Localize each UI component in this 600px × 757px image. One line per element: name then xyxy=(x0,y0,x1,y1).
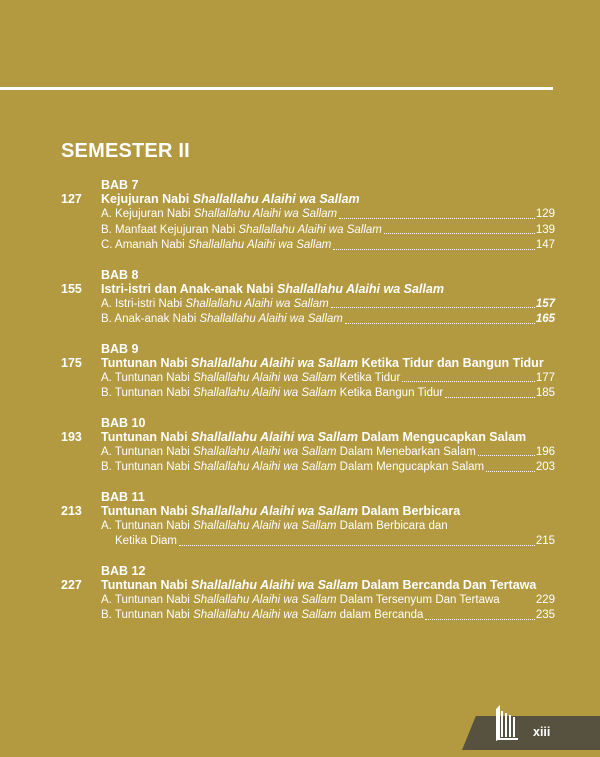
dot-leader xyxy=(345,323,535,324)
subsection-list xyxy=(101,519,555,550)
subsection-text: B. Tuntunan Nabi xyxy=(101,609,194,621)
chapter-title-text: Tuntunan Nabi xyxy=(101,503,192,518)
subsection-text: Dalam Mengucapkan Salam xyxy=(336,461,485,473)
subsection-italic: Shallallahu Alaihi wa Sallam xyxy=(193,609,337,621)
dot-leader xyxy=(478,455,535,456)
footer-tab xyxy=(462,716,600,750)
subsection-italic: Shallallahu Alaihi wa Sallam xyxy=(193,519,337,532)
subsection-entry[interactable] xyxy=(101,207,555,223)
subsection-text: B. Tuntunan Nabi xyxy=(101,461,194,473)
chapter-label: BAB 10 xyxy=(101,415,146,430)
chapter-11 xyxy=(0,490,600,550)
chapter-page-number: 175 xyxy=(61,355,82,370)
subsection-italic: Shallallahu Alaihi wa Sallam xyxy=(193,445,337,458)
chapter-heading[interactable] xyxy=(0,192,600,207)
chapter-title-text: Ketika Tidur dan Bangun Tidur xyxy=(358,355,544,370)
dot-leader xyxy=(445,397,535,398)
chapter-title xyxy=(101,282,444,297)
chapter-10 xyxy=(0,416,600,476)
subsection-text: C. Amanah Nabi xyxy=(101,239,188,251)
subsection-text: B. Anak-anak Nabi xyxy=(101,313,200,325)
page-number: xiii xyxy=(533,725,551,739)
subsection-page-number: 229 xyxy=(535,593,555,606)
dot-leader xyxy=(179,545,535,546)
chapter-page-number: 127 xyxy=(61,192,82,206)
chapter-title-text: Kejujuran Nabi xyxy=(101,192,193,206)
subsection-entry[interactable] xyxy=(101,312,555,328)
subsection-title xyxy=(101,608,423,624)
subsection-italic: Shallallahu Alaihi wa Sallam xyxy=(185,297,329,310)
chapter-label: BAB 8 xyxy=(101,267,139,282)
chapter-page-number: 213 xyxy=(61,503,82,518)
subsection-italic: Shallallahu Alaihi wa Sallam xyxy=(238,223,382,236)
subsection-entry[interactable] xyxy=(101,519,555,535)
subsection-italic: Shallallahu Alaihi wa Sallam xyxy=(193,208,338,220)
chapter-heading[interactable] xyxy=(0,356,600,371)
top-rule xyxy=(0,87,553,90)
subsection-italic: Shallallahu Alaihi wa Sallam xyxy=(187,239,332,251)
subsection-title xyxy=(101,593,500,609)
subsection-title xyxy=(101,519,448,535)
book-icon xyxy=(492,703,522,743)
subsection-title xyxy=(101,445,476,461)
subsection-text: A. Tuntunan Nabi xyxy=(101,445,194,458)
subsection-title xyxy=(101,223,382,239)
subsection-text: A. Tuntunan Nabi xyxy=(101,371,194,384)
subsection-entry[interactable] xyxy=(101,593,555,609)
subsection-italic: Shallallahu Alaihi wa Sallam xyxy=(193,593,337,606)
chapter-title xyxy=(101,430,526,445)
subsection-page-number: 185 xyxy=(535,387,555,399)
chapter-title-text: Dalam Bercanda Dan Tertawa xyxy=(358,577,537,592)
subsection-continuation[interactable] xyxy=(101,534,555,550)
subsection-page-number: 147 xyxy=(535,239,555,251)
chapter-title xyxy=(101,356,544,371)
subsection-text: A. Istri-istri Nabi xyxy=(101,297,186,310)
chapter-label: BAB 12 xyxy=(101,563,146,578)
subsection-text: B. Manfaat Kejujuran Nabi xyxy=(101,223,239,236)
dot-leader xyxy=(333,249,534,250)
subsection-page-number: 165 xyxy=(535,313,555,325)
dot-leader xyxy=(331,307,535,308)
chapter-title-italic: Shallallahu Alaihi wa Sallam xyxy=(191,429,359,444)
subsection-italic: Shallallahu Alaihi wa Sallam xyxy=(193,371,337,384)
chapter-title-text: Istri-istri dan Anak-anak Nabi xyxy=(101,281,277,296)
subsection-list xyxy=(101,593,555,624)
subsection-page-number: 139 xyxy=(535,223,555,236)
subsection-list xyxy=(101,371,555,402)
chapter-7 xyxy=(0,178,600,254)
table-of-contents xyxy=(0,178,600,638)
dot-leader xyxy=(402,381,534,382)
dot-leader xyxy=(425,619,534,620)
chapter-title xyxy=(101,192,360,207)
subsection-entry[interactable] xyxy=(101,460,555,476)
subsection-list xyxy=(101,445,555,476)
subsection-text: Ketika Bangun Tidur xyxy=(336,387,444,399)
chapter-title-italic: Shallallahu Alaihi wa Sallam xyxy=(191,503,359,518)
chapter-heading[interactable] xyxy=(0,282,600,297)
chapter-title-text: Tuntunan Nabi xyxy=(101,355,192,370)
subsection-text: B. Tuntunan Nabi xyxy=(101,387,194,399)
subsection-text: Dalam Tersenyum Dan Tertawa xyxy=(336,593,500,606)
chapter-title xyxy=(101,578,536,593)
chapter-label: BAB 9 xyxy=(101,341,139,356)
subsection-page-number: 196 xyxy=(535,445,555,458)
dot-leader xyxy=(339,218,535,219)
chapter-title xyxy=(101,504,460,519)
chapter-8 xyxy=(0,268,600,328)
chapter-title-text: Dalam Mengucapkan Salam xyxy=(358,429,527,444)
subsection-page-number: 157 xyxy=(535,297,555,310)
dot-leader xyxy=(486,471,535,472)
subsection-list xyxy=(101,207,555,254)
chapter-title-text: Dalam Berbicara xyxy=(358,503,461,518)
chapter-page-number: 193 xyxy=(61,429,82,444)
subsection-entry[interactable] xyxy=(101,371,555,387)
subsection-title xyxy=(101,386,443,402)
subsection-entry[interactable] xyxy=(101,386,555,402)
subsection-italic: Shallallahu Alaihi wa Sallam xyxy=(193,387,337,399)
subsection-page-number: 215 xyxy=(535,535,555,547)
chapter-heading[interactable] xyxy=(0,504,600,519)
subsection-text: A. Kejujuran Nabi xyxy=(101,208,194,220)
subsection-page-number: 235 xyxy=(535,609,555,621)
subsection-italic: Shallallahu Alaihi wa Sallam xyxy=(193,461,337,473)
chapter-page-number: 155 xyxy=(61,281,82,296)
subsection-text: A. Tuntunan Nabi xyxy=(101,593,194,606)
subsection-text: dalam Bercanda xyxy=(336,609,424,621)
chapter-12 xyxy=(0,564,600,624)
chapter-label: BAB 11 xyxy=(101,489,145,504)
dot-leader xyxy=(384,233,535,234)
subsection-title xyxy=(101,312,343,328)
subsection-entry[interactable] xyxy=(101,297,555,313)
subsection-text: Dalam Menebarkan Salam xyxy=(336,445,476,458)
chapter-page-number: 227 xyxy=(61,577,82,592)
chapter-title-italic: Shallallahu Alaihi wa Sallam xyxy=(191,355,359,370)
subsection-text: Ketika Tidur xyxy=(336,371,401,384)
chapter-title-text: Tuntunan Nabi xyxy=(101,577,192,592)
subsection-list xyxy=(101,297,555,328)
chapter-label: BAB 7 xyxy=(101,178,139,192)
subsection-page-number: 129 xyxy=(535,208,555,220)
subsection-title xyxy=(101,207,337,223)
chapter-9 xyxy=(0,342,600,402)
subsection-title xyxy=(101,371,400,387)
subsection-title xyxy=(101,238,331,254)
chapter-title-italic: Shallallahu Alaihi wa Sallam xyxy=(276,281,444,296)
chapter-title-italic: Shallallahu Alaihi wa Sallam xyxy=(191,577,359,592)
chapter-title-text: Tuntunan Nabi xyxy=(101,429,192,444)
subsection-page-number: 203 xyxy=(535,461,555,473)
subsection-text: A. Tuntunan Nabi xyxy=(101,519,194,532)
subsection-title xyxy=(101,297,329,313)
subsection-title xyxy=(101,460,484,476)
subsection-entry[interactable] xyxy=(101,223,555,239)
subsection-entry[interactable] xyxy=(101,445,555,461)
subsection-italic: Shallallahu Alaihi wa Sallam xyxy=(199,313,343,325)
subsection-continuation-text: Ketika Diam xyxy=(115,535,177,547)
subsection-entry[interactable] xyxy=(101,238,555,254)
chapter-heading[interactable] xyxy=(0,578,600,593)
chapter-title-italic: Shallallahu Alaihi wa Sallam xyxy=(192,192,360,206)
chapter-heading[interactable] xyxy=(0,430,600,445)
semester-title: SEMESTER II xyxy=(61,140,190,162)
subsection-page-number: 177 xyxy=(535,371,555,384)
subsection-text: Dalam Berbicara dan xyxy=(336,519,448,532)
subsection-entry[interactable] xyxy=(101,608,555,624)
